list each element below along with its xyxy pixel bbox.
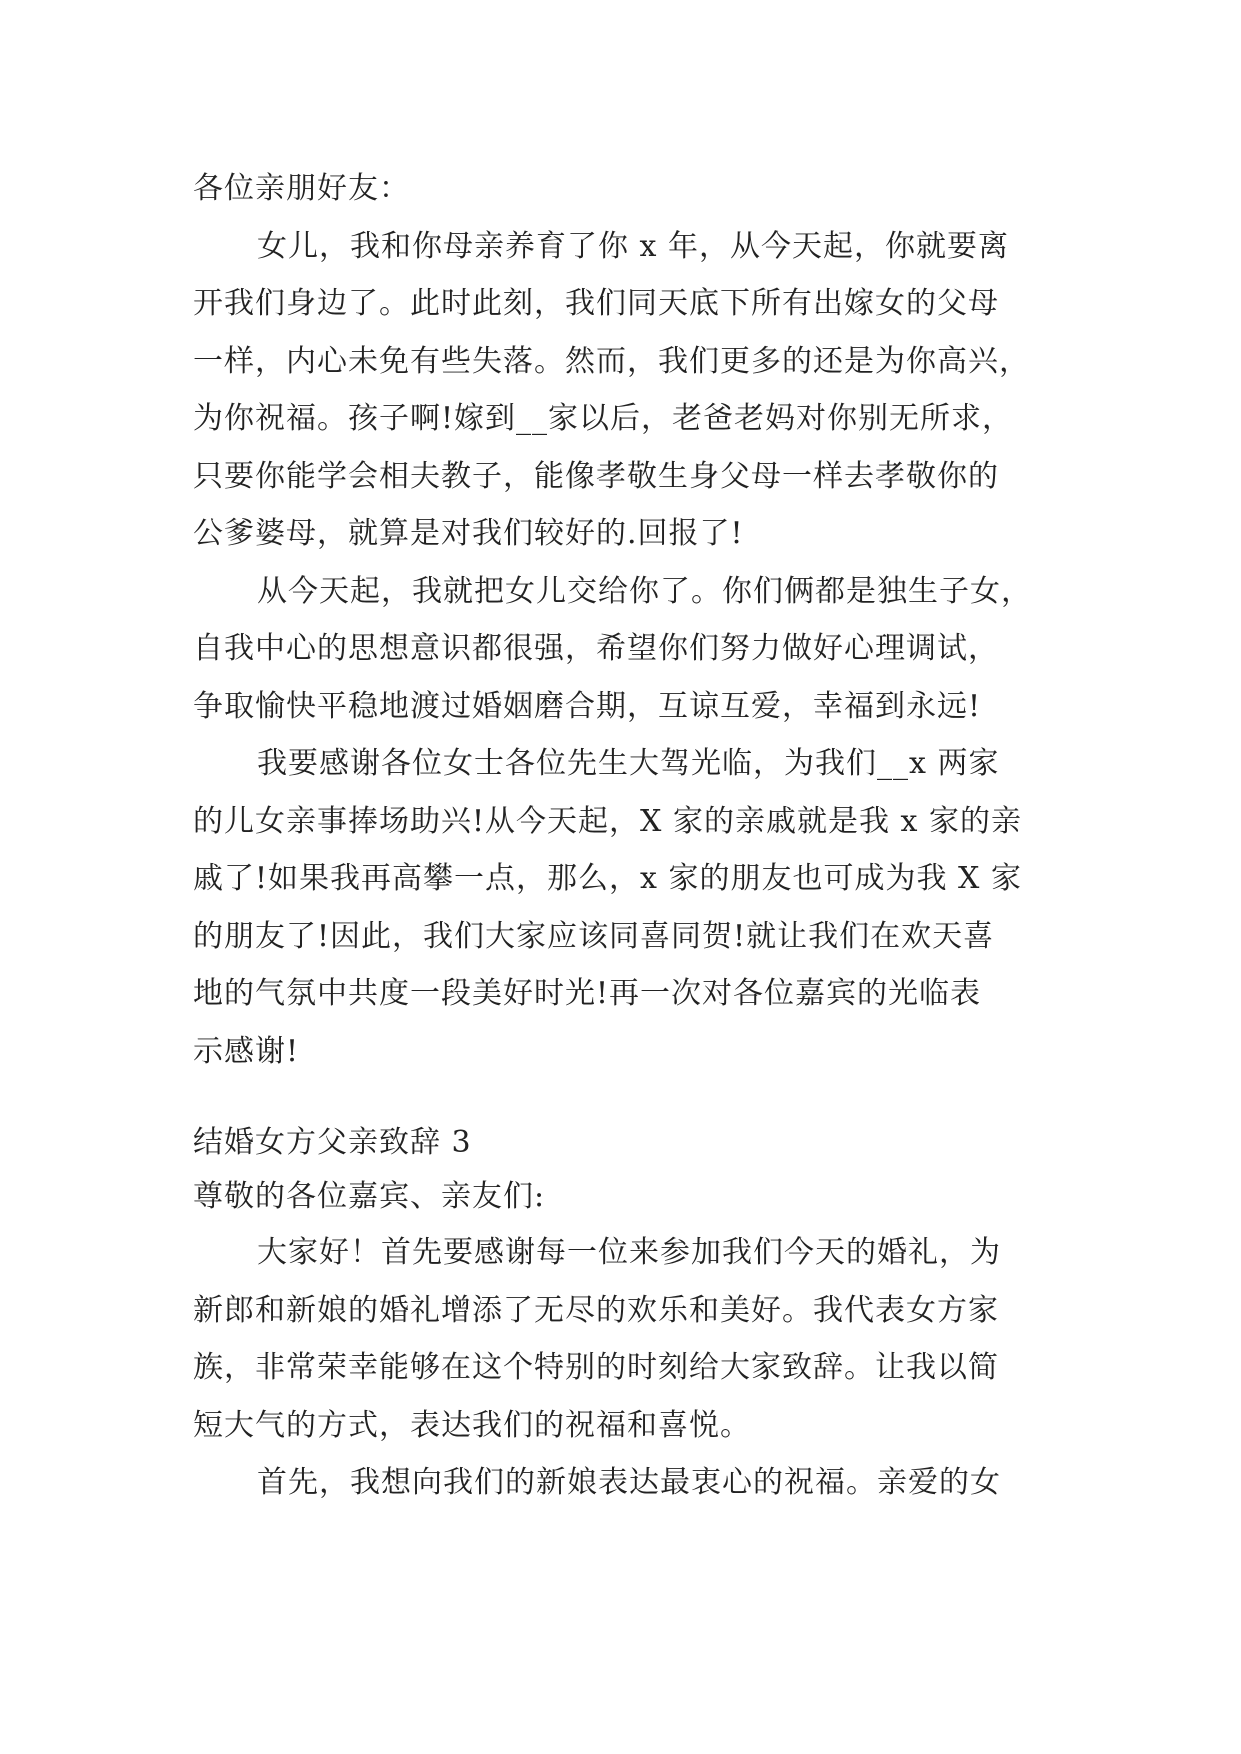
text-line: 争取愉快平稳地渡过婚姻磨合期，互谅互爱，幸福到永远! (193, 688, 982, 724)
text-line: 只要你能学会相夫教子，能像孝敬生身父母一样去孝敬你的 (193, 458, 999, 494)
text-line: 自我中心的思想意识都很强，希望你们努力做好心理调试， (193, 631, 999, 666)
section-spacer (193, 1080, 1073, 1116)
paragraph-2 (193, 563, 1073, 736)
section-heading-block (193, 1116, 1073, 1224)
text-line: 的朋友了!因此，我们大家应该同喜同贺!就让我们在欢天喜 (193, 918, 995, 954)
text-line: 戚了!如果我再高攀一点，那么，x 家的朋友也可成为我 X 家 (193, 861, 1022, 896)
paragraph-4 (193, 1224, 1073, 1454)
document-body (193, 160, 1073, 1512)
text-line: 一样，内心未免有些失落。然而，我们更多的还是为你高兴， (193, 343, 1030, 379)
text-line: 大家好！首先要感谢每一位来参加我们今天的婚礼，为 (257, 1235, 1001, 1270)
section-title: 结婚女方父亲致辞 3 (193, 1125, 472, 1160)
text-line: 开我们身边了。此时此刻，我们同天底下所有出嫁女的父母 (193, 286, 999, 321)
paragraph-1 (193, 218, 1073, 563)
text-line: 的儿女亲事捧场助兴!从今天起，X 家的亲戚就是我 x 家的亲 (193, 803, 1022, 839)
text-line: 为你祝福。孩子啊!嫁到__家以后，老爸老妈对你别无所求， (193, 401, 1014, 436)
text-line: 公爹婆母，就算是对我们较好的.回报了! (193, 516, 744, 551)
text-line: 短大气的方式，表达我们的祝福和喜悦。 (193, 1407, 751, 1443)
salutation-part2: 尊敬的各位嘉宾、亲友们: (193, 1179, 546, 1214)
paragraph-3 (193, 735, 1073, 1080)
text-line: 示感谢! (193, 1033, 300, 1069)
text-line: 地的气氛中共度一段美好时光!再一次对各位嘉宾的光临表 (193, 976, 982, 1011)
text-line: 我要感谢各位女士各位先生大驾光临，为我们__x 两家 (257, 746, 1000, 781)
paragraph-5 (193, 1454, 1073, 1512)
text-line: 女儿，我和你母亲养育了你 x 年，从今天起，你就要离 (257, 228, 1009, 264)
text-line: 新郎和新娘的婚礼增添了无尽的欢乐和美好。我代表女方家 (193, 1292, 999, 1328)
salutation-part1: 各位亲朋好友： (193, 171, 410, 206)
text-line: 从今天起，我就把女儿交给你了。你们俩都是独生子女， (257, 573, 1032, 609)
text-line: 族，非常荣幸能够在这个特别的时刻给大家致辞。让我以简 (193, 1350, 999, 1385)
text-line: 首先，我想向我们的新娘表达最衷心的祝福。亲爱的女 (257, 1465, 1001, 1500)
